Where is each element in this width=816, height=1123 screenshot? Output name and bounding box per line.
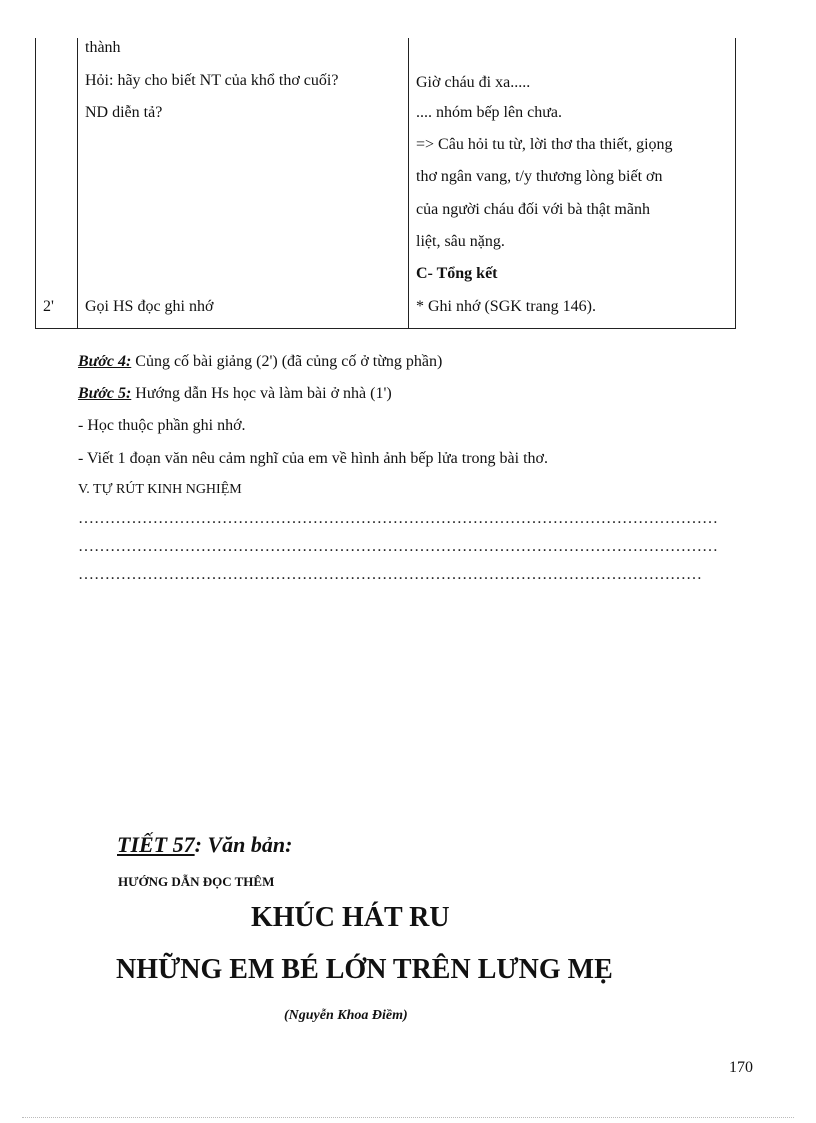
step-5-text: Hướng dẫn Hs học và làm bài ở nhà (1') (131, 385, 392, 402)
table-bottom-border (35, 328, 736, 329)
step-4-label: Bước 4: (78, 353, 132, 370)
table-cell-right-heading: C- Tổng kết (416, 265, 498, 282)
table-cell-right: thơ ngân vang, t/y thương lòng biết ơn (416, 168, 663, 185)
table-cell-right: liệt, sâu nặng. (416, 233, 505, 250)
table-cell-right: .... nhóm bếp lên chưa. (416, 104, 562, 121)
table-cell-right: => Câu hỏi tu từ, lời thơ tha thiết, giọng (416, 136, 673, 153)
step-4-text: Củng cố bài giảng (2') (đã củng cố ở từng phần) (131, 353, 443, 370)
table-right-border (735, 38, 736, 329)
dotted-line: ………………………………………………………………………………………………………… (78, 510, 718, 527)
table-cell-right: của người cháu đối với bà thật mãnh (416, 201, 650, 218)
table-left-border (35, 38, 36, 329)
footer-divider (22, 1117, 794, 1118)
table-cell-left: thành (85, 39, 121, 56)
poem-author: (Nguyễn Khoa Điềm) (284, 1008, 408, 1023)
step-5-label: Bước 5: (78, 385, 132, 402)
poem-title-line-1: KHÚC HÁT RU (251, 902, 450, 933)
dotted-line: ……………………………………………………………………………………………………… (78, 566, 702, 583)
table-cell-left: ND diễn tả? (85, 104, 163, 121)
table-col-divider-1 (77, 38, 78, 329)
section-heading-experience: V. TỰ RÚT KINH NGHIỆM (78, 482, 242, 497)
dotted-line: ………………………………………………………………………………………………………… (78, 538, 718, 555)
table-cell-right: * Ghi nhớ (SGK trang 146). (416, 298, 596, 315)
table-cell-right: Giờ cháu đi xa..... (416, 74, 531, 91)
lesson-type: : Văn bản: (194, 832, 293, 857)
table-col-divider-2 (408, 38, 409, 329)
poem-title-line-2: NHỮNG EM BÉ LỚN TRÊN LƯNG MẸ (116, 954, 613, 985)
step-5 (78, 384, 392, 404)
lesson-number (117, 832, 292, 858)
table-cell-time: 2' (43, 298, 54, 315)
page-number: 170 (729, 1059, 753, 1076)
homework-item-1: - Học thuộc phần ghi nhớ. (78, 417, 246, 434)
homework-item-2: - Viết 1 đoạn văn nêu cảm nghĩ của em về hình ảnh bếp lửa trong bài thơ. (78, 450, 548, 467)
table-cell-left: Gọi HS đọc ghi nhớ (85, 298, 214, 315)
step-4 (78, 352, 442, 372)
reading-guide-label: HƯỚNG DẪN ĐỌC THÊM (118, 874, 275, 889)
table-cell-left: Hỏi: hãy cho biết NT của khổ thơ cuối? (85, 72, 339, 89)
lesson-number-label: TIẾT 57 (117, 832, 195, 857)
